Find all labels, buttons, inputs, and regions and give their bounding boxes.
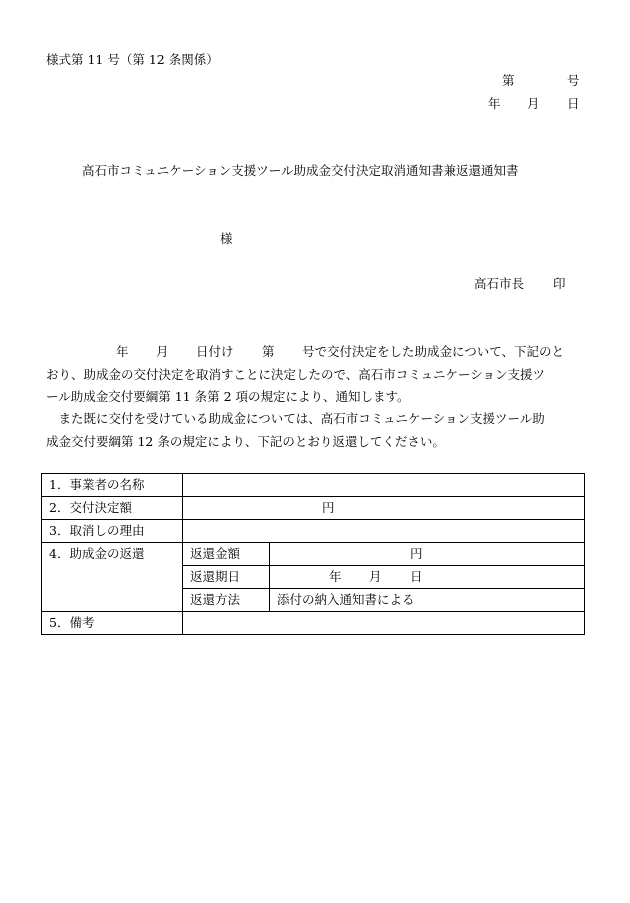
table-row xyxy=(42,612,585,635)
refund-deadline-day: 日 xyxy=(410,569,423,584)
body-day: 日付け xyxy=(196,344,234,359)
doc-number-prefix: 第 xyxy=(502,73,515,88)
body-year: 年 xyxy=(116,344,129,359)
body-line1-rest: 号で交付決定をした助成金について、下記のと xyxy=(302,344,565,359)
refund-method-label: 返還方法 xyxy=(183,589,270,612)
table-row xyxy=(42,474,585,497)
refund-deadline-value xyxy=(270,566,585,589)
item1-label: 1．事業者の名称 xyxy=(42,474,183,497)
refund-method-value: 添付の納入通知書による xyxy=(270,589,585,612)
refund-deadline-year: 年 xyxy=(329,569,342,584)
table-row xyxy=(42,520,585,543)
business-name-value xyxy=(183,474,585,497)
body-line4: また既に交付を受けている助成金については、高石市コミュニケーション支援ツール助 xyxy=(46,411,545,426)
table-row xyxy=(42,497,585,520)
table-row xyxy=(42,543,585,566)
item4-label: 4．助成金の返還 xyxy=(42,543,183,612)
details-table xyxy=(41,473,585,635)
sender-seal: 印 xyxy=(553,276,566,291)
doc-number-suffix: 号 xyxy=(567,73,580,88)
body-line5: 成金交付要綱第 12 条の規定により、下記のとおり返還してください。 xyxy=(46,434,445,449)
item5-label: 5．備考 xyxy=(42,612,183,635)
refund-amount-label: 返還金額 xyxy=(183,543,270,566)
document-title: 高石市コミュニケーション支援ツール助成金交付決定取消通知書兼返還通知書 xyxy=(82,163,519,178)
body-month: 月 xyxy=(156,344,169,359)
addressee-honorific: 様 xyxy=(220,231,233,246)
date-month: 月 xyxy=(527,96,540,111)
date-day: 日 xyxy=(567,96,580,111)
remarks-value xyxy=(183,612,585,635)
grant-amount-value xyxy=(183,497,585,520)
body-line3: ール助成金交付要綱第 11 条第 2 項の規定により、通知します。 xyxy=(46,389,410,404)
refund-amount-unit: 円 xyxy=(410,546,423,561)
cancel-reason-value xyxy=(183,520,585,543)
date-year: 年 xyxy=(488,96,501,111)
item3-label: 3．取消しの理由 xyxy=(42,520,183,543)
grant-amount-unit: 円 xyxy=(322,500,335,515)
refund-deadline-label: 返還期日 xyxy=(183,566,270,589)
sender-name: 高石市長 xyxy=(474,276,525,291)
refund-deadline-month: 月 xyxy=(369,569,382,584)
item2-label: 2．交付決定額 xyxy=(42,497,183,520)
refund-amount-value xyxy=(270,543,585,566)
form-number: 様式第 11 号（第 12 条関係） xyxy=(46,52,219,67)
body-no-prefix: 第 xyxy=(262,344,275,359)
body-line2: おり、助成金の交付決定を取消すことに決定したので、高石市コミュニケーション支援ツ xyxy=(46,367,546,382)
